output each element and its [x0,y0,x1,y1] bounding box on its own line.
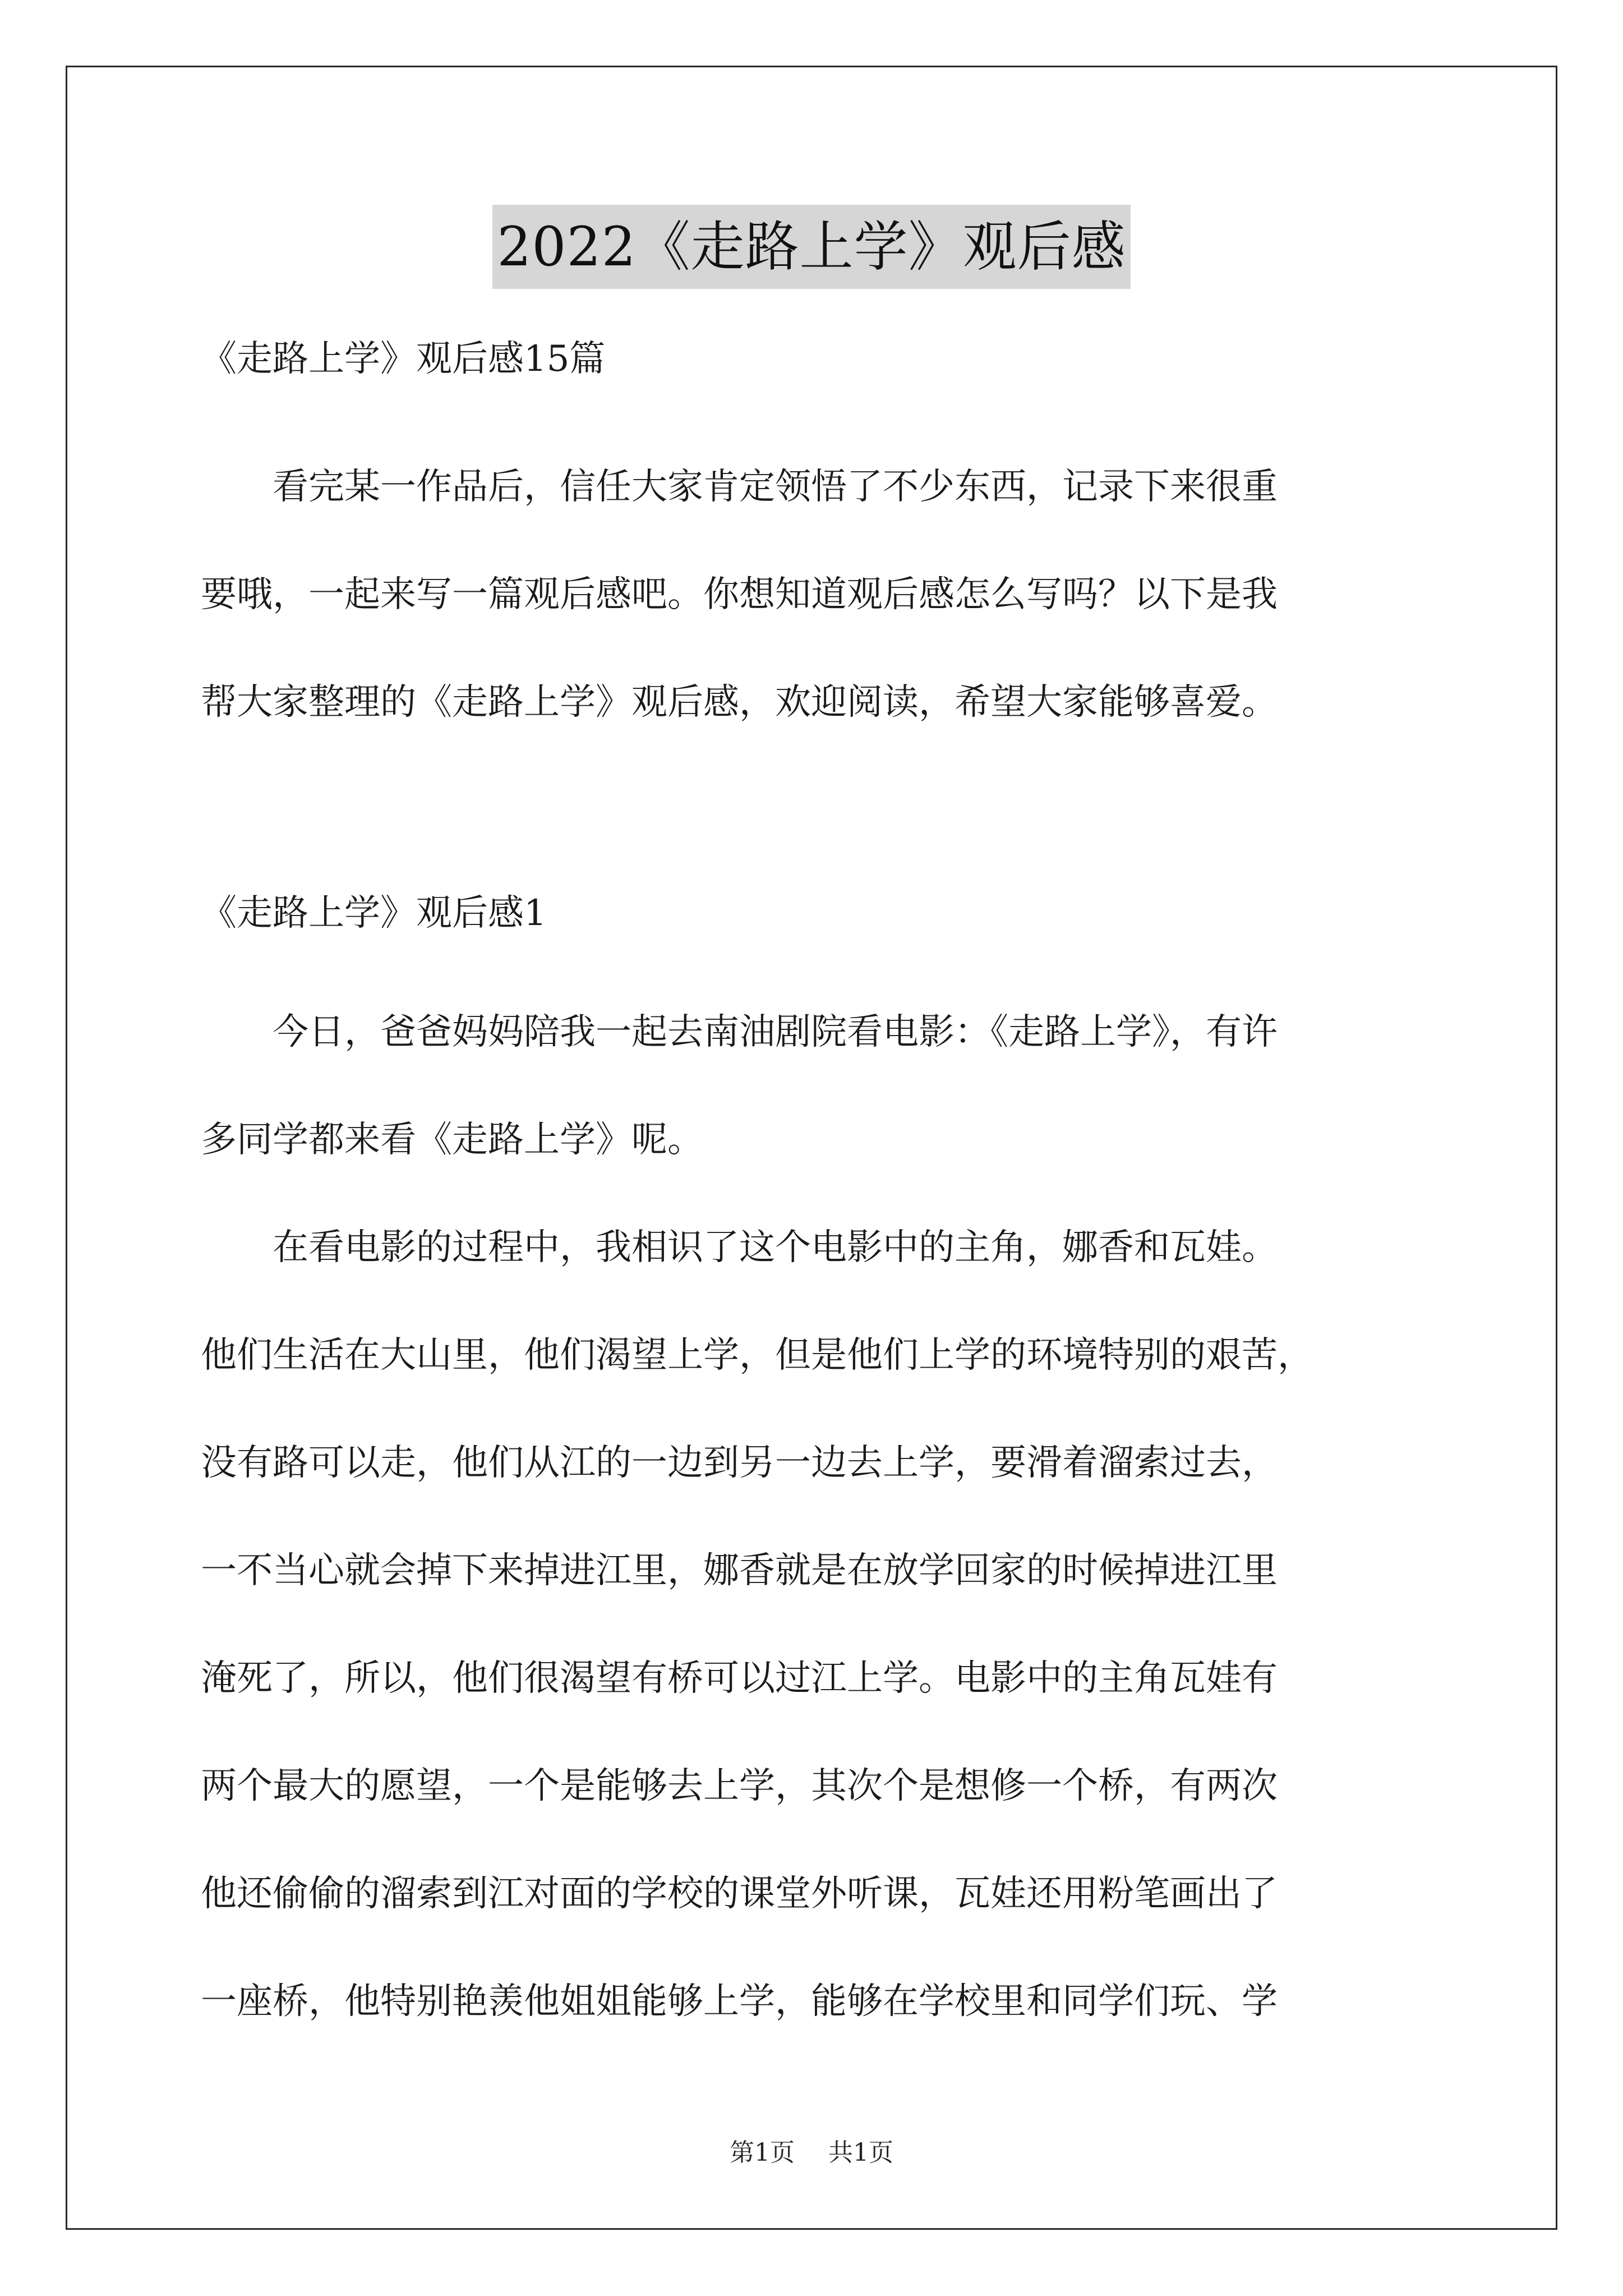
paragraph-line: 他还偷偷的溜索到江对面的学校的课堂外听课，瓦娃还用粉笔画出了 [201,1873,1278,1915]
page-footer [0,2136,1623,2170]
section-heading: 《走路上学》观后感1 [201,892,547,934]
paragraph-line: 在看电影的过程中，我相识了这个电影中的主角，娜香和瓦娃。 [201,1227,1278,1268]
intro-line: 要哦，一起来写一篇观后感吧。你想知道观后感怎么写吗？以下是我 [201,574,1278,615]
paragraph-line: 今日，爸爸妈妈陪我一起去南油剧院看电影：《走路上学》，有许 [201,1011,1278,1053]
document-subtitle: 《走路上学》观后感15篇 [201,338,606,380]
paragraph-1 [201,978,1435,1194]
paragraph-line: 他们生活在大山里，他们渴望上学，但是他们上学的环境特别的艰苦， [201,1335,1313,1376]
intro-line: 帮大家整理的《走路上学》观后感，欢迎阅读，希望大家能够喜爱。 [201,682,1278,723]
paragraph-line: 一座桥，他特别艳羡他姐姐能够上学，能够在学校里和同学们玩、学 [201,1981,1278,2022]
page-total: 共1页 [828,2138,893,2167]
document-title: 2022《走路上学》观后感 [492,205,1130,289]
title-container [0,205,1623,289]
paragraph-line: 淹死了，所以，他们很渴望有桥可以过江上学。电影中的主角瓦娃有 [201,1658,1278,1699]
paragraph-line: 多同学都来看《走路上学》呢。 [201,1119,703,1161]
page-number: 第1页 [730,2138,795,2167]
intro-line: 看完某一作品后，信任大家肯定领悟了不少东西，记录下来很重 [201,466,1278,508]
paragraph-line: 两个最大的愿望，一个是能够去上学，其次个是想修一个桥，有两次 [201,1765,1278,1807]
intro-paragraph [201,433,1435,756]
paragraph-line: 没有路可以走，他们从江的一边到另一边去上学，要滑着溜索过去， [201,1442,1278,1484]
paragraph-2 [201,1194,1435,2055]
paragraph-line: 一不当心就会掉下来掉进江里，娜香就是在放学回家的时候掉进江里 [201,1550,1278,1591]
